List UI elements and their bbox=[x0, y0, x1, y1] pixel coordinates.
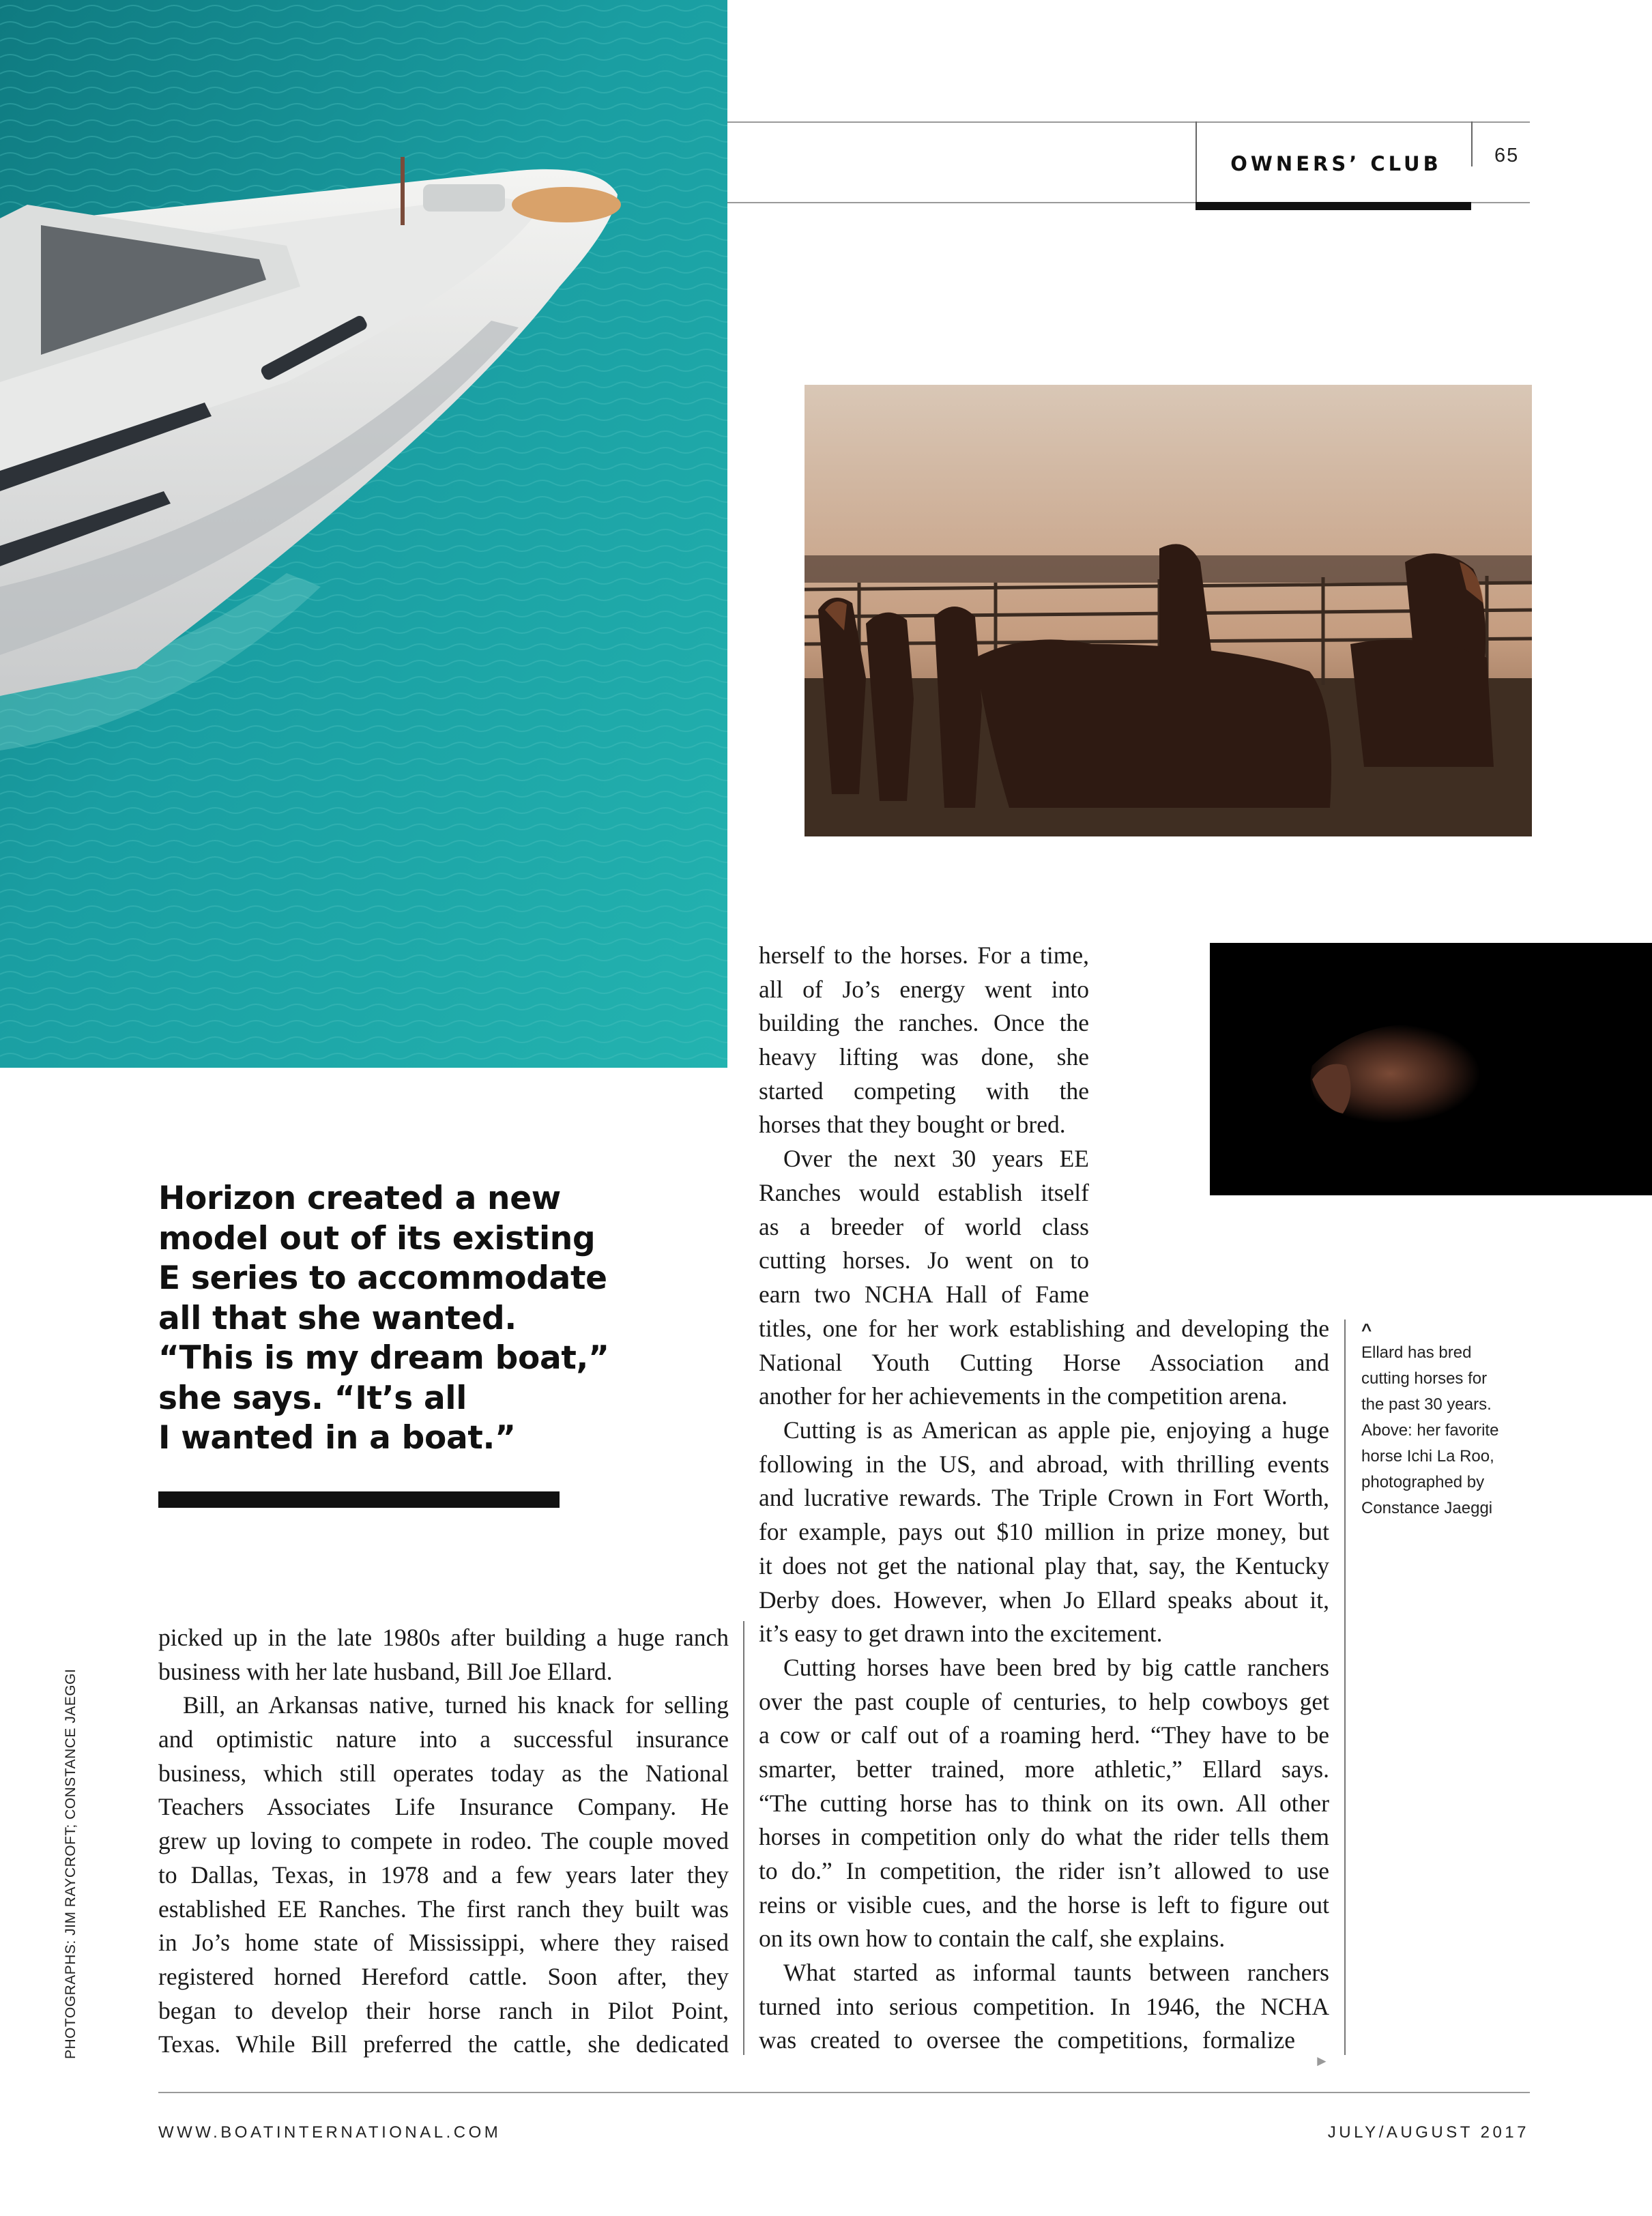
body-line: National Youth Cutting Horse Association and bbox=[759, 1348, 1329, 1376]
body-line: Teachers Associates Life Insurance Company. He bbox=[158, 1793, 729, 1821]
body-line: heavy lifting was done, she bbox=[759, 1043, 1089, 1071]
body-line: another for her achievements in the competition arena. bbox=[759, 1382, 1288, 1410]
body-line: it does not get the national play that, say, the Kentucky bbox=[759, 1551, 1329, 1579]
horse-portrait-illustration bbox=[1210, 943, 1652, 1195]
body-column-middle bbox=[759, 1312, 1329, 2058]
body-line: titles, one for her work establishing and developing the bbox=[759, 1315, 1329, 1342]
body-line: Cutting horses have been bred by big cattle ranchers bbox=[783, 1653, 1329, 1681]
column-rule-left bbox=[743, 1621, 744, 2055]
caption-line: horse Ichi La Roo, bbox=[1361, 1447, 1494, 1466]
body-line: business, which still operates today as the National bbox=[158, 1759, 729, 1787]
body-line: picked up in the late 1980s after building a huge ranch bbox=[158, 1624, 729, 1651]
body-line: Derby does. However, when Jo Ellard speaks about it, bbox=[759, 1586, 1329, 1614]
body-line: over the past couple of centuries, to help cowboys get bbox=[759, 1687, 1329, 1715]
caption-line: Constance Jaeggi bbox=[1361, 1499, 1493, 1517]
column-rule-right bbox=[1344, 1320, 1346, 2055]
caption-line: Above: her favorite bbox=[1361, 1421, 1499, 1440]
body-line: a cow or calf out of a roaming herd. “They have to be bbox=[759, 1721, 1329, 1749]
body-line: it’s easy to get drawn into the excitement. bbox=[759, 1620, 1163, 1648]
horses-photo bbox=[805, 385, 1532, 836]
caption-line: photographed by bbox=[1361, 1473, 1485, 1491]
body-line: Ranches would establish itself bbox=[759, 1178, 1089, 1206]
pull-quote-line: “This is my dream boat,” bbox=[158, 1339, 609, 1377]
body-line: all of Jo’s energy went into bbox=[759, 975, 1089, 1003]
horse-portrait-photo bbox=[1210, 943, 1652, 1195]
body-line: earn two NCHA Hall of Fame bbox=[759, 1280, 1089, 1308]
body-column-middle-top bbox=[759, 939, 1089, 1312]
page-number: 65 bbox=[1494, 145, 1520, 166]
pull-quote bbox=[158, 1179, 609, 1459]
section-title: OWNERS’ CLUB bbox=[1230, 152, 1442, 175]
body-line: to do.” In competition, the rider isn’t allowed to use bbox=[759, 1857, 1329, 1884]
pull-quote-rule bbox=[158, 1491, 560, 1508]
footer-website: WWW.BOATINTERNATIONAL.COM bbox=[158, 2123, 502, 2142]
body-line bbox=[759, 2024, 1329, 2058]
body-line: smarter, better trained, more athletic,” Ellard says. bbox=[759, 1755, 1329, 1783]
body-line: established EE Ranches. The first ranch they built was bbox=[158, 1895, 729, 1923]
footer-issue: JULY/AUGUST 2017 bbox=[1327, 2123, 1529, 2142]
body-line: What started as informal taunts between ranchers bbox=[783, 1959, 1329, 1987]
body-line: cutting horses. Jo went on to bbox=[759, 1246, 1089, 1274]
body-line: business with her late husband, Bill Joe Ellard. bbox=[158, 1657, 613, 1685]
body-line: started competing with the bbox=[759, 1077, 1089, 1105]
body-line: reins or visible cues, and the horse is left to figure out bbox=[759, 1891, 1329, 1919]
body-line: Over the next 30 years EE bbox=[783, 1145, 1089, 1173]
caption-line: the past 30 years. bbox=[1361, 1395, 1492, 1414]
pull-quote-line: she says. “It’s all bbox=[158, 1379, 467, 1417]
photo-credit: PHOTOGRAPHS: JIM RAYCROFT; CONSTANCE JAEGGI bbox=[63, 1668, 78, 2059]
yacht-illustration bbox=[0, 0, 727, 1068]
body-line: herself to the horses. For a time, bbox=[759, 942, 1089, 969]
body-line: to Dallas, Texas, in 1978 and a few years later they bbox=[158, 1861, 729, 1889]
body-line: Bill, an Arkansas native, turned his knack for selling bbox=[183, 1691, 729, 1719]
body-line: for example, pays out $10 million in prize money, but bbox=[759, 1518, 1329, 1546]
pull-quote-line: model out of its existing bbox=[158, 1219, 596, 1257]
body-line: and lucrative rewards. The Triple Crown in Fort Worth, bbox=[759, 1484, 1329, 1512]
body-line: “The cutting horse has to think on its own. All other bbox=[759, 1789, 1329, 1817]
body-line: registered horned Hereford cattle. Soon after, they bbox=[158, 1962, 729, 1990]
body-line: building the ranches. Once the bbox=[759, 1009, 1089, 1037]
caption-line: Ellard has bred bbox=[1361, 1343, 1472, 1362]
pull-quote-line: all that she wanted. bbox=[158, 1299, 517, 1337]
continue-arrow-icon: ► bbox=[1314, 2052, 1329, 2069]
body-line: turned into serious competition. In 1946, the NCHA bbox=[759, 1992, 1329, 2020]
body-line-text: was created to oversee the competitions, formalize bbox=[759, 2026, 1295, 2054]
section-underline bbox=[1195, 202, 1471, 210]
caption-line: cutting horses for bbox=[1361, 1369, 1488, 1388]
body-line: as a breeder of world class bbox=[759, 1212, 1089, 1240]
body-line: horses in competition only do what the rider tells them bbox=[759, 1823, 1329, 1851]
yacht-photo bbox=[0, 0, 727, 1068]
body-line: following in the US, and abroad, with thrilling events bbox=[759, 1450, 1329, 1478]
caret-up-icon: ^ bbox=[1361, 1320, 1372, 1340]
body-line: Texas. While Bill preferred the cattle, she dedicated bbox=[158, 2030, 729, 2058]
body-line: horses that they bought or bred. bbox=[759, 1111, 1066, 1139]
pull-quote-line: Horizon created a new bbox=[158, 1180, 561, 1217]
body-column-left bbox=[158, 1621, 729, 2062]
body-line: and optimistic nature into a successful insurance bbox=[158, 1725, 729, 1753]
body-line: began to develop their horse ranch in Pilot Point, bbox=[158, 1996, 729, 2024]
pull-quote-line: E series to accommodate bbox=[158, 1259, 607, 1297]
body-line: Cutting is as American as apple pie, enjoying a huge bbox=[783, 1416, 1329, 1444]
body-line: on its own how to contain the calf, she explains. bbox=[759, 1925, 1226, 1953]
footer-rule bbox=[158, 2092, 1530, 2093]
section-divider-left bbox=[1195, 121, 1197, 203]
pull-quote-line: I wanted in a boat.” bbox=[158, 1419, 516, 1457]
photo-caption bbox=[1361, 1320, 1518, 1521]
body-line: in Jo’s home state of Mississippi, where they raised bbox=[158, 1929, 729, 1957]
body-line: grew up loving to compete in rodeo. The couple moved bbox=[158, 1827, 729, 1855]
horses-illustration bbox=[805, 385, 1532, 836]
